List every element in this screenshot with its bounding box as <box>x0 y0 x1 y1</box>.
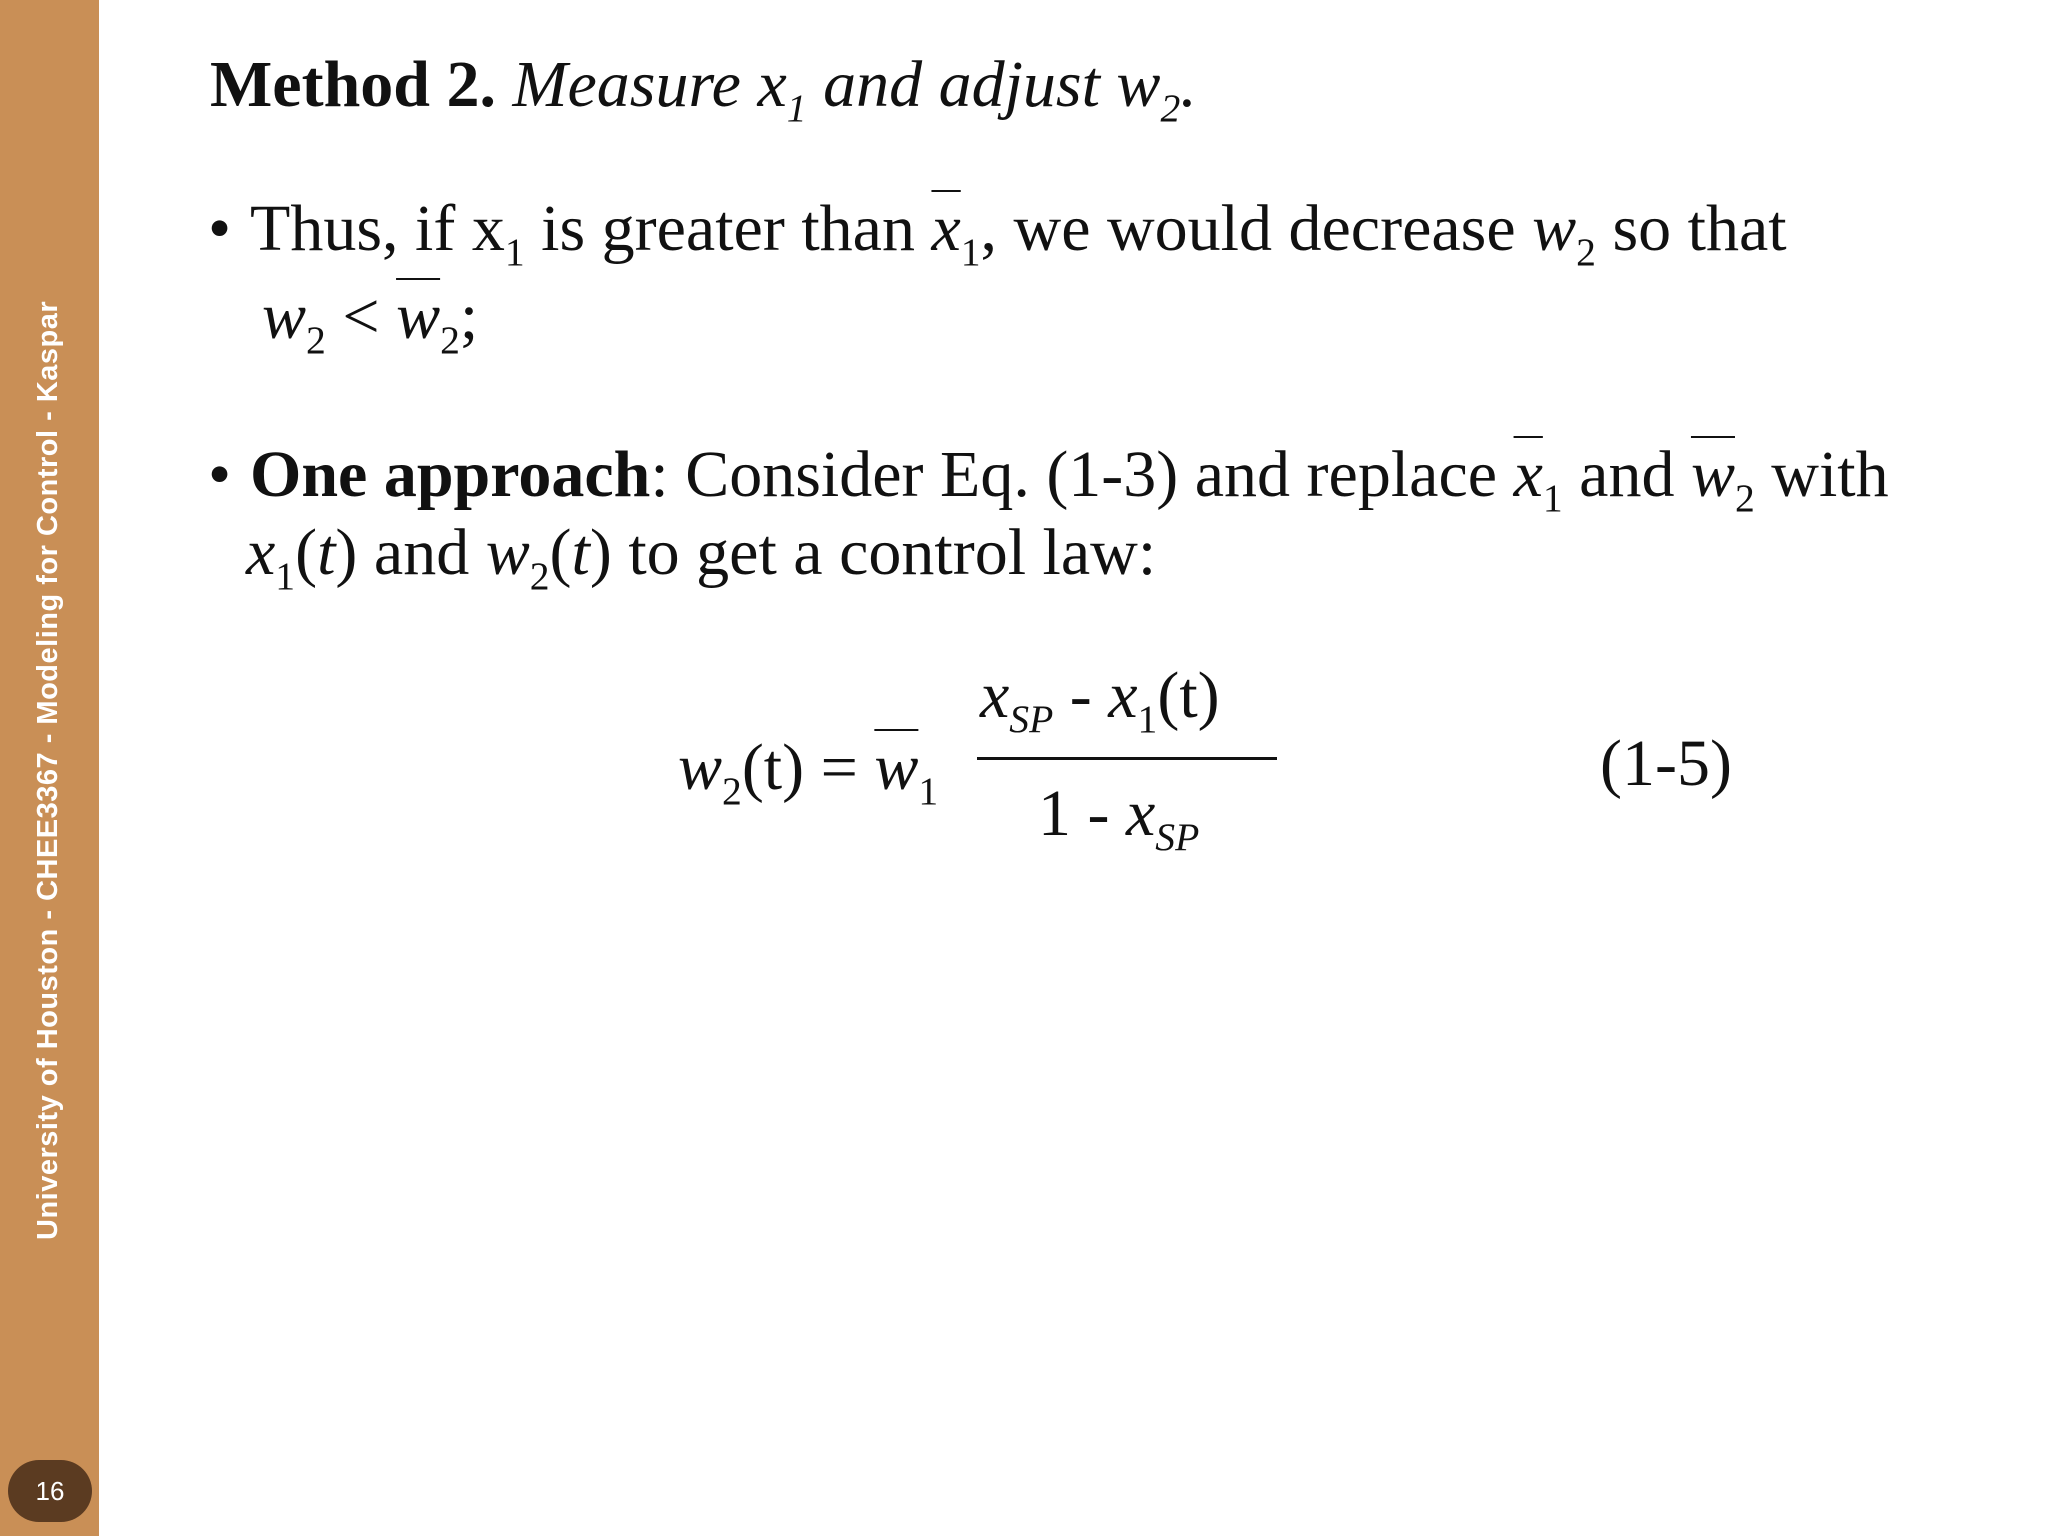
equation-denominator: $1 - x_{SP}$ <box>1038 777 1200 860</box>
bullet-1-line-2: $w_2 < \overline{w}_2$; <box>262 280 479 363</box>
bullet-2-line-2: $x_1(t)$ and $w_2(t)$ to get a control law: <box>246 516 1157 599</box>
equation-lhs: $w_2(t) = \overline{w}_1$ <box>678 731 939 814</box>
sidebar <box>0 0 99 1536</box>
bullet-2-line-1: One approach: Consider Eq. (1-3) and replace $\overline{x}_1$ and $\overline{w}_2$ with <box>250 438 1889 521</box>
x1-bar: $\overline{x}$ <box>931 192 961 265</box>
bullet-dot-1: • <box>208 192 232 265</box>
equation-numerator: $x_{SP} - x_1(t)$ <box>980 659 1220 742</box>
w2-bar: $\overline{w}$ <box>396 280 441 353</box>
title-bold: Method 2. <box>210 48 496 121</box>
control-law-equation <box>678 658 1298 878</box>
bullet-dot-2: • <box>208 438 232 511</box>
bullet-1-line-1: Thus, if $x_1$ is greater than $\overline{x}_1$, we would decrease $w_2$ so that <box>250 192 1787 275</box>
footer-text: University of Houston - CHEE3367 - Modeling for Control - Kaspar <box>32 300 64 1240</box>
fraction-bar <box>977 757 1277 760</box>
w2-bar: $\overline{w}$ <box>1690 438 1735 511</box>
equation-label: (1-5) <box>1600 727 1732 800</box>
page-number: 16 <box>8 1460 92 1522</box>
slide-title <box>210 48 1197 131</box>
title-italic: Measure $x_1$ and adjust $w_2$. <box>512 48 1197 131</box>
x1-bar: $\overline{x}$ <box>1513 438 1543 511</box>
